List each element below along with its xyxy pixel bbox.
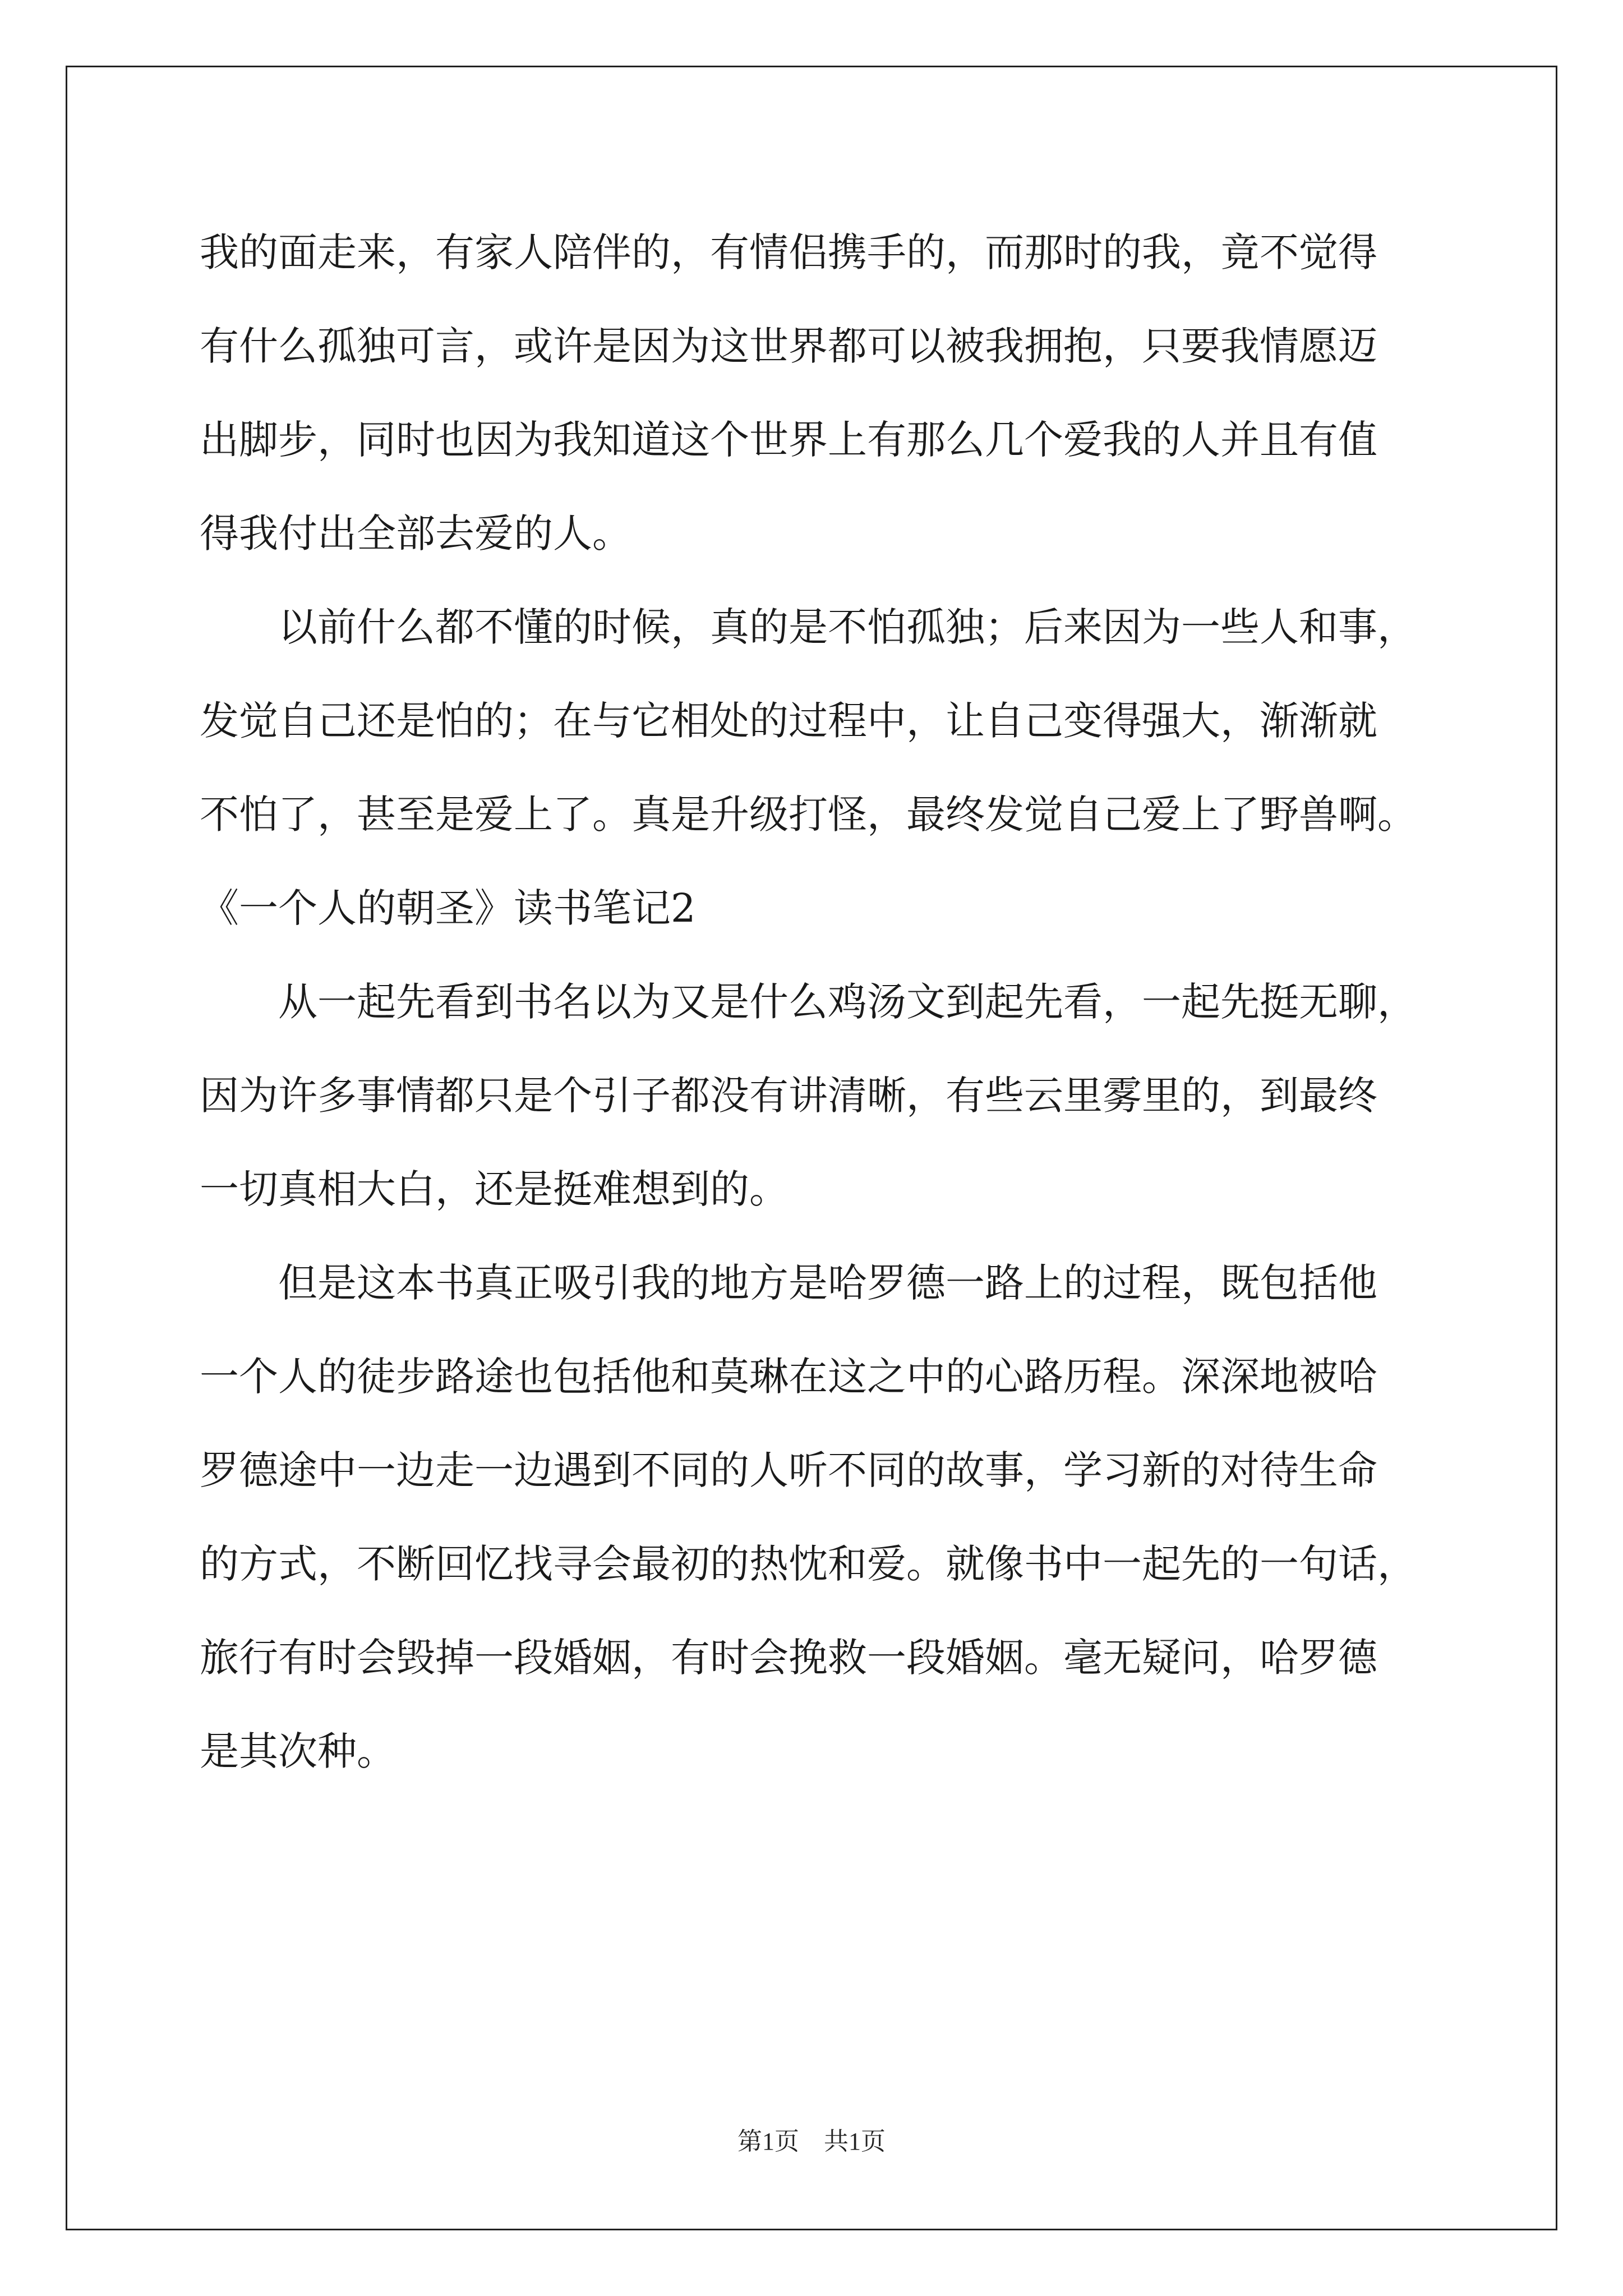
text-line: 的方式，不断回忆找寻会最初的热忱和爱。就像书中一起先的一句话， xyxy=(200,1541,1417,1587)
text-line: 旅行有时会毁掉一段婚姻，有时会挽救一段婚姻。毫无疑问，哈罗德 xyxy=(200,1635,1377,1681)
paragraph-first-line: 但是这本书真正吸引我的地方是哈罗德一路上的过程，既包括他 xyxy=(278,1260,1377,1306)
text-line: 一个人的徒步路途也包括他和莫琳在这之中的心路历程。深深地被哈 xyxy=(200,1354,1377,1400)
text-line: 出脚步，同时也因为我知道这个世界上有那么几个爱我的人并且有值 xyxy=(200,417,1377,463)
paragraph-first-line: 从一起先看到书名以为又是什么鸡汤文到起先看，一起先挺无聊， xyxy=(278,979,1417,1025)
text-line: 一切真相大白，还是挺难想到的。 xyxy=(200,1166,789,1212)
page-border xyxy=(66,66,1557,2230)
text-line: 发觉自己还是怕的；在与它相处的过程中，让自己变得强大，渐渐就 xyxy=(200,698,1377,744)
text-line: 得我付出全部去爱的人。 xyxy=(200,510,631,556)
text-line: 是其次种。 xyxy=(200,1728,396,1774)
text-line: 有什么孤独可言，或许是因为这世界都可以被我拥抱，只要我情愿迈 xyxy=(200,323,1377,369)
section-heading: 《一个人的朝圣》读书笔记2 xyxy=(200,885,696,931)
text-line: 罗德途中一边走一边遇到不同的人听不同的故事，学习新的对待生命 xyxy=(200,1447,1377,1493)
text-line: 因为许多事情都只是个引子都没有讲清晰，有些云里雾里的，到最终 xyxy=(200,1073,1377,1119)
page-number-footer: 第1页 共1页 xyxy=(737,2128,886,2155)
paragraph-first-line: 以前什么都不懂的时候，真的是不怕孤独；后来因为一些人和事， xyxy=(278,604,1417,650)
text-line: 我的面走来，有家人陪伴的，有情侣携手的，而那时的我，竟不觉得 xyxy=(200,229,1377,275)
text-line: 不怕了，甚至是爱上了。真是升级打怪，最终发觉自己爱上了野兽啊。 xyxy=(200,792,1417,838)
